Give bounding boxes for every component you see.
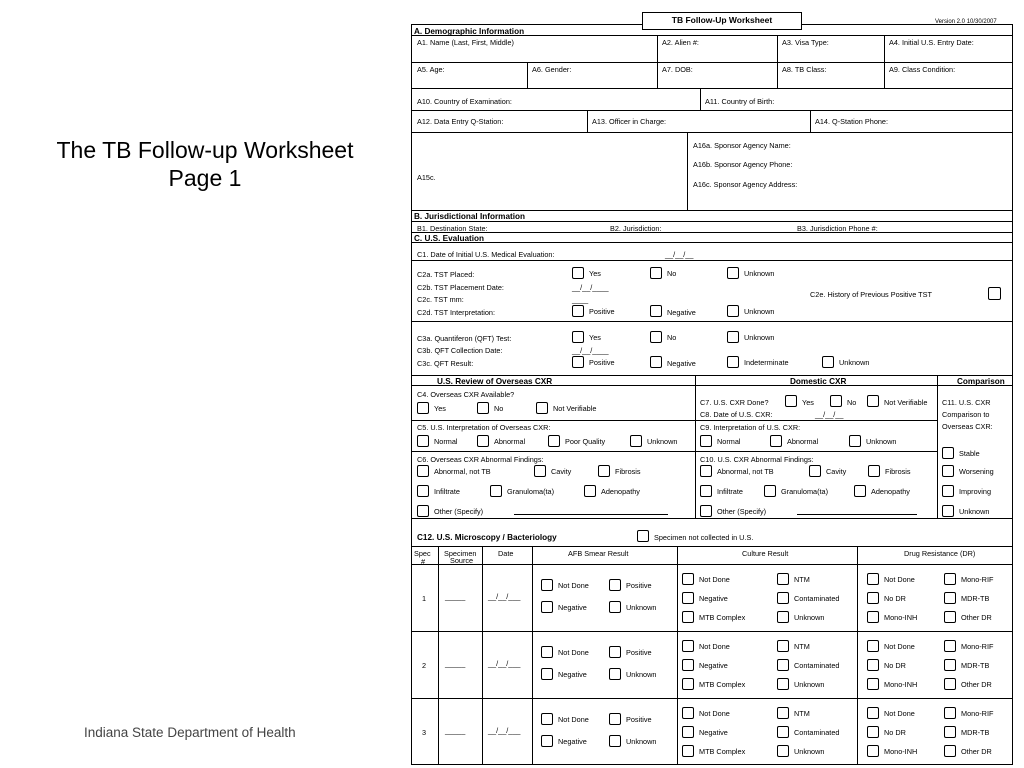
tst-placed-yes-checkbox[interactable] bbox=[572, 267, 584, 279]
c7-no-checkbox[interactable] bbox=[830, 395, 842, 407]
row-3-culture-unknown-checkbox[interactable] bbox=[777, 745, 789, 757]
row-1-culture-not-done-checkbox[interactable] bbox=[682, 573, 694, 585]
tst-interp-negative-label: Negative bbox=[667, 308, 696, 317]
row-1-afb-positive-checkbox[interactable] bbox=[609, 579, 621, 591]
b2-jurisdiction-label: B2. Jurisdiction: bbox=[610, 224, 662, 233]
a11-country-birth-label: A11. Country of Birth: bbox=[705, 97, 775, 106]
c4-no-checkbox[interactable] bbox=[477, 402, 489, 414]
c4-not-verifiable-label: Not Verifiable bbox=[553, 404, 597, 413]
c2b-label: C2b. TST Placement Date: bbox=[417, 283, 504, 292]
c7-label: C7. U.S. CXR Done? bbox=[700, 398, 769, 407]
c4-label: C4. Overseas CXR Available? bbox=[417, 390, 515, 399]
rule-h bbox=[412, 132, 1012, 133]
c5-abnormal-checkbox[interactable] bbox=[477, 435, 489, 447]
c10-abnormal-not-tb-label: Abnormal, not TB bbox=[717, 467, 774, 476]
c9-unknown-checkbox[interactable] bbox=[849, 435, 861, 447]
c3c-label: C3c. QFT Result: bbox=[417, 359, 474, 368]
c6-cavity-label: Cavity bbox=[551, 467, 572, 476]
c6-fibrosis-checkbox[interactable] bbox=[598, 465, 610, 477]
row-3-culture-ntm-label: NTM bbox=[794, 709, 810, 718]
a14-q-station-phone-label: A14. Q-Station Phone: bbox=[815, 117, 889, 126]
row-3-afb-not-done-checkbox[interactable] bbox=[541, 713, 553, 725]
section-b-heading: B. Jurisdictional Information bbox=[414, 212, 525, 221]
row-3-dr-mono-rif-label: Mono-RIF bbox=[961, 709, 994, 718]
row-3-culture-negative-label: Negative bbox=[699, 728, 728, 737]
c10-other-specify-checkbox[interactable] bbox=[700, 505, 712, 517]
row-3-afb-positive-label: Positive bbox=[626, 715, 652, 724]
row-2-dr-mono-inh-label: Mono-INH bbox=[884, 680, 918, 689]
row-2-afb-negative-label: Negative bbox=[558, 670, 587, 679]
c11-label-2: Comparison to bbox=[942, 410, 990, 419]
c12-heading: C12. U.S. Microscopy / Bacteriology bbox=[417, 533, 557, 542]
row-1-date-blank: __/__/___ bbox=[488, 592, 521, 601]
c6-infiltrate-checkbox[interactable] bbox=[417, 485, 429, 497]
rule-h bbox=[412, 631, 1012, 632]
qft-indeterminate-checkbox[interactable] bbox=[727, 356, 739, 368]
row-3-afb-negative-checkbox[interactable] bbox=[541, 735, 553, 747]
c1-date-blank: __/__/__ bbox=[665, 250, 694, 259]
rule-h bbox=[412, 546, 1012, 547]
b3-jurisdiction-phone-label: B3. Jurisdiction Phone #: bbox=[797, 224, 878, 233]
row-3-dr-not-done-checkbox[interactable] bbox=[867, 707, 879, 719]
row-1-culture-not-done-label: Not Done bbox=[699, 575, 730, 584]
c9-label: C9. Interpretation of U.S. CXR: bbox=[700, 423, 801, 432]
row-1-number: 1 bbox=[422, 594, 427, 603]
a10-country-exam-label: A10. Country of Examination: bbox=[417, 97, 512, 106]
specimen-not-collected-label: Specimen not collected in U.S. bbox=[654, 533, 754, 542]
row-3-source-blank: _____ bbox=[445, 726, 466, 735]
row-3-culture-contaminated-label: Contaminated bbox=[794, 728, 840, 737]
rule-h bbox=[412, 385, 1012, 386]
c10-cavity-checkbox[interactable] bbox=[809, 465, 821, 477]
col-drug-header: Drug Resistance (DR) bbox=[904, 549, 976, 558]
c6-other-specify-checkbox[interactable] bbox=[417, 505, 429, 517]
row-3-date-blank: __/__/___ bbox=[488, 726, 521, 735]
row-2-culture-negative-checkbox[interactable] bbox=[682, 659, 694, 671]
row-3-dr-mono-inh-checkbox[interactable] bbox=[867, 745, 879, 757]
slide-title-line2: Page 1 bbox=[168, 165, 242, 191]
row-2-culture-negative-label: Negative bbox=[699, 661, 728, 670]
rule-v bbox=[527, 62, 528, 88]
row-1-culture-contaminated-label: Contaminated bbox=[794, 594, 840, 603]
c6-cavity-checkbox[interactable] bbox=[534, 465, 546, 477]
c8-label: C8. Date of U.S. CXR: bbox=[700, 410, 773, 419]
cxr-comparison-header: Comparison bbox=[957, 377, 1005, 386]
tst-interp-unknown-checkbox[interactable] bbox=[727, 305, 739, 317]
rule-h bbox=[412, 210, 1012, 211]
row-2-afb-positive-checkbox[interactable] bbox=[609, 646, 621, 658]
rule-v bbox=[937, 375, 938, 518]
qft-no-checkbox[interactable] bbox=[650, 331, 662, 343]
c10-granuloma-checkbox[interactable] bbox=[764, 485, 776, 497]
rule-v bbox=[587, 110, 588, 132]
c3b-label: C3b. QFT Collection Date: bbox=[417, 346, 503, 355]
c5-poor-quality-label: Poor Quality bbox=[565, 437, 606, 446]
c6-label: C6. Overseas CXR Abnormal Findings: bbox=[417, 455, 544, 464]
row-3-dr-not-done-label: Not Done bbox=[884, 709, 915, 718]
tb-worksheet-form bbox=[411, 15, 1013, 765]
row-2-culture-ntm-checkbox[interactable] bbox=[777, 640, 789, 652]
row-1-dr-other-dr-label: Other DR bbox=[961, 613, 992, 622]
rule-v bbox=[438, 546, 439, 764]
rule-v bbox=[695, 375, 696, 518]
rule-h bbox=[412, 698, 1012, 699]
c4-yes-checkbox[interactable] bbox=[417, 402, 429, 414]
col-source-header: Specimen bbox=[444, 549, 477, 558]
row-2-dr-mono-rif-checkbox[interactable] bbox=[944, 640, 956, 652]
tst-interp-positive-label: Positive bbox=[589, 307, 615, 316]
tst-placed-unknown-checkbox[interactable] bbox=[727, 267, 739, 279]
c10-adenopathy-label: Adenopathy bbox=[871, 487, 910, 496]
a4-entry-date-label: A4. Initial U.S. Entry Date: bbox=[889, 38, 974, 47]
c4-yes-label: Yes bbox=[434, 404, 446, 413]
tst-placed-no-checkbox[interactable] bbox=[650, 267, 662, 279]
a3-visa-label: A3. Visa Type: bbox=[782, 38, 829, 47]
rule-h bbox=[412, 321, 1012, 322]
row-2-afb-unknown-checkbox[interactable] bbox=[609, 668, 621, 680]
cxr-review-header: U.S. Review of Overseas CXR bbox=[437, 377, 553, 386]
slide-title bbox=[20, 136, 390, 192]
row-3-number: 3 bbox=[422, 728, 427, 737]
c7-yes-label: Yes bbox=[802, 398, 814, 407]
rule-v bbox=[857, 546, 858, 764]
c5-normal-label: Normal bbox=[434, 437, 458, 446]
row-2-dr-mono-inh-checkbox[interactable] bbox=[867, 678, 879, 690]
col-afb-header: AFB Smear Result bbox=[568, 549, 629, 558]
row-3-dr-no-dr-checkbox[interactable] bbox=[867, 726, 879, 738]
c9-abnormal-checkbox[interactable] bbox=[770, 435, 782, 447]
row-2-afb-not-done-label: Not Done bbox=[558, 648, 589, 657]
row-3-afb-not-done-label: Not Done bbox=[558, 715, 589, 724]
rule-h bbox=[514, 514, 668, 515]
c7-not-verifiable-checkbox[interactable] bbox=[867, 395, 879, 407]
row-1-afb-negative-checkbox[interactable] bbox=[541, 601, 553, 613]
c6-adenopathy-label: Adenopathy bbox=[601, 487, 640, 496]
cxr-domestic-header: Domestic CXR bbox=[790, 377, 847, 386]
qft-positive-label: Positive bbox=[589, 358, 615, 367]
qft-result-unknown-checkbox[interactable] bbox=[822, 356, 834, 368]
c11-worsening-checkbox[interactable] bbox=[942, 465, 954, 477]
c5-poor-quality-checkbox[interactable] bbox=[548, 435, 560, 447]
rule-v bbox=[677, 546, 678, 764]
version-label: Version 2.0 10/30/2007 bbox=[935, 19, 997, 25]
row-3-culture-contaminated-checkbox[interactable] bbox=[777, 726, 789, 738]
row-2-culture-not-done-label: Not Done bbox=[699, 642, 730, 651]
tst-placed-yes-label: Yes bbox=[589, 269, 601, 278]
c2b-date-blank: __/__/____ bbox=[572, 283, 609, 292]
row-1-afb-unknown-label: Unknown bbox=[626, 603, 657, 612]
c6-abnormal-not-tb-label: Abnormal, not TB bbox=[434, 467, 491, 476]
row-2-dr-mdr-tb-checkbox[interactable] bbox=[944, 659, 956, 671]
col-source-header-2: Source bbox=[450, 556, 474, 565]
c10-fibrosis-checkbox[interactable] bbox=[868, 465, 880, 477]
c3a-label: C3a. Quantiferon (QFT) Test: bbox=[417, 334, 512, 343]
c2e-label: C2e. History of Previous Positive TST bbox=[810, 290, 932, 299]
c2c-mm-blank: ____ bbox=[572, 295, 589, 304]
c6-other-specify-label: Other (Specify) bbox=[434, 507, 484, 516]
row-1-dr-mdr-tb-label: MDR-TB bbox=[961, 594, 990, 603]
c9-abnormal-label: Abnormal bbox=[787, 437, 819, 446]
c6-fibrosis-label: Fibrosis bbox=[615, 467, 641, 476]
row-1-dr-mono-rif-label: Mono-RIF bbox=[961, 575, 994, 584]
row-1-dr-not-done-label: Not Done bbox=[884, 575, 915, 584]
row-3-culture-mtb-complex-checkbox[interactable] bbox=[682, 745, 694, 757]
row-2-afb-not-done-checkbox[interactable] bbox=[541, 646, 553, 658]
qft-positive-checkbox[interactable] bbox=[572, 356, 584, 368]
c11-improving-checkbox[interactable] bbox=[942, 485, 954, 497]
rule-v bbox=[532, 546, 533, 764]
a13-officer-label: A13. Officer in Charge: bbox=[592, 117, 667, 126]
row-2-culture-unknown-checkbox[interactable] bbox=[777, 678, 789, 690]
row-3-culture-not-done-checkbox[interactable] bbox=[682, 707, 694, 719]
row-3-dr-mono-inh-label: Mono-INH bbox=[884, 747, 918, 756]
c2e-history-checkbox[interactable] bbox=[988, 287, 1001, 300]
row-3-culture-negative-checkbox[interactable] bbox=[682, 726, 694, 738]
row-3-dr-mdr-tb-label: MDR-TB bbox=[961, 728, 990, 737]
c11-unknown-checkbox[interactable] bbox=[942, 505, 954, 517]
rule-h bbox=[412, 232, 1012, 233]
row-1-dr-mono-inh-label: Mono-INH bbox=[884, 613, 918, 622]
c10-label: C10. U.S. CXR Abnormal Findings: bbox=[700, 455, 814, 464]
row-2-dr-mono-rif-label: Mono-RIF bbox=[961, 642, 994, 651]
specimen-not-collected-checkbox[interactable] bbox=[637, 530, 649, 542]
row-2-dr-mdr-tb-label: MDR-TB bbox=[961, 661, 990, 670]
row-3-dr-other-dr-checkbox[interactable] bbox=[944, 745, 956, 757]
row-2-afb-negative-checkbox[interactable] bbox=[541, 668, 553, 680]
row-3-culture-unknown-label: Unknown bbox=[794, 747, 825, 756]
row-1-culture-ntm-label: NTM bbox=[794, 575, 810, 584]
row-3-dr-other-dr-label: Other DR bbox=[961, 747, 992, 756]
row-1-dr-mono-rif-checkbox[interactable] bbox=[944, 573, 956, 585]
qft-negative-label: Negative bbox=[667, 359, 696, 368]
c11-label-3: Overseas CXR: bbox=[942, 422, 993, 431]
a12-q-station-label: A12. Data Entry Q-Station: bbox=[417, 117, 504, 126]
row-1-dr-mdr-tb-checkbox[interactable] bbox=[944, 592, 956, 604]
c2c-label: C2c. TST mm: bbox=[417, 295, 464, 304]
row-2-number: 2 bbox=[422, 661, 427, 670]
rule-h bbox=[797, 514, 917, 515]
row-2-culture-unknown-label: Unknown bbox=[794, 680, 825, 689]
row-1-dr-no-dr-checkbox[interactable] bbox=[867, 592, 879, 604]
b1-destination-state-label: B1. Destination State: bbox=[417, 224, 488, 233]
c2a-label: C2a. TST Placed: bbox=[417, 270, 475, 279]
rule-h bbox=[412, 375, 1012, 376]
rule-h bbox=[412, 420, 937, 421]
a2-alien-label: A2. Alien #: bbox=[662, 38, 699, 47]
c7-not-verifiable-label: Not Verifiable bbox=[884, 398, 928, 407]
row-2-dr-not-done-label: Not Done bbox=[884, 642, 915, 651]
row-2-culture-contaminated-checkbox[interactable] bbox=[777, 659, 789, 671]
rule-v bbox=[810, 110, 811, 132]
row-2-date-blank: __/__/___ bbox=[488, 659, 521, 668]
row-3-afb-unknown-label: Unknown bbox=[626, 737, 657, 746]
a16a-sponsor-name-label: A16a. Sponsor Agency Name: bbox=[693, 141, 791, 150]
c10-infiltrate-checkbox[interactable] bbox=[700, 485, 712, 497]
rule-h bbox=[412, 242, 1012, 243]
a15c-label: A15c. bbox=[417, 173, 436, 182]
col-spec-header: Spec bbox=[414, 549, 431, 558]
row-1-culture-unknown-label: Unknown bbox=[794, 613, 825, 622]
row-1-afb-unknown-checkbox[interactable] bbox=[609, 601, 621, 613]
row-2-afb-positive-label: Positive bbox=[626, 648, 652, 657]
c10-abnormal-not-tb-checkbox[interactable] bbox=[700, 465, 712, 477]
rule-h bbox=[412, 35, 1012, 36]
tst-placed-no-label: No bbox=[667, 269, 677, 278]
row-1-culture-mtb-complex-label: MTB Complex bbox=[699, 613, 746, 622]
row-1-afb-positive-label: Positive bbox=[626, 581, 652, 590]
c4-no-label: No bbox=[494, 404, 504, 413]
col-culture-header: Culture Result bbox=[742, 549, 789, 558]
c2d-label: C2d. TST Interpretation: bbox=[417, 308, 496, 317]
c9-normal-label: Normal bbox=[717, 437, 741, 446]
row-2-dr-no-dr-checkbox[interactable] bbox=[867, 659, 879, 671]
c8-date-blank: __/__/__ bbox=[815, 410, 844, 419]
row-1-culture-contaminated-checkbox[interactable] bbox=[777, 592, 789, 604]
row-2-source-blank: _____ bbox=[445, 659, 466, 668]
row-1-source-blank: _____ bbox=[445, 592, 466, 601]
row-2-culture-contaminated-label: Contaminated bbox=[794, 661, 840, 670]
rule-h bbox=[412, 518, 1012, 519]
c9-unknown-label: Unknown bbox=[866, 437, 897, 446]
rule-h bbox=[412, 110, 1012, 111]
c11-worsening-label: Worsening bbox=[959, 467, 994, 476]
row-2-dr-other-dr-label: Other DR bbox=[961, 680, 992, 689]
c5-unknown-label: Unknown bbox=[647, 437, 678, 446]
c3b-date-blank: __/__/____ bbox=[572, 346, 609, 355]
c5-abnormal-label: Abnormal bbox=[494, 437, 526, 446]
row-1-culture-ntm-checkbox[interactable] bbox=[777, 573, 789, 585]
c6-granuloma-checkbox[interactable] bbox=[490, 485, 502, 497]
row-1-dr-other-dr-checkbox[interactable] bbox=[944, 611, 956, 623]
c6-granuloma-label: Granuloma(ta) bbox=[507, 487, 555, 496]
row-1-culture-mtb-complex-checkbox[interactable] bbox=[682, 611, 694, 623]
row-1-afb-not-done-label: Not Done bbox=[558, 581, 589, 590]
rule-h bbox=[412, 451, 937, 452]
c9-normal-checkbox[interactable] bbox=[700, 435, 712, 447]
c5-label: C5. U.S. Interpretation of Overseas CXR: bbox=[417, 423, 551, 432]
qft-unknown-checkbox[interactable] bbox=[727, 331, 739, 343]
rule-h bbox=[412, 260, 1012, 261]
qft-result-unknown-label: Unknown bbox=[839, 358, 870, 367]
c10-cavity-label: Cavity bbox=[826, 467, 847, 476]
row-3-culture-ntm-checkbox[interactable] bbox=[777, 707, 789, 719]
worksheet-title: TB Follow-Up Worksheet bbox=[642, 12, 802, 30]
tst-interp-positive-checkbox[interactable] bbox=[572, 305, 584, 317]
row-3-dr-no-dr-label: No DR bbox=[884, 728, 906, 737]
row-1-culture-negative-label: Negative bbox=[699, 594, 728, 603]
c11-improving-label: Improving bbox=[959, 487, 992, 496]
row-3-culture-not-done-label: Not Done bbox=[699, 709, 730, 718]
row-2-culture-mtb-complex-checkbox[interactable] bbox=[682, 678, 694, 690]
c5-normal-checkbox[interactable] bbox=[417, 435, 429, 447]
qft-indeterminate-label: Indeterminate bbox=[744, 358, 789, 367]
c10-other-specify-label: Other (Specify) bbox=[717, 507, 767, 516]
tst-interp-negative-checkbox[interactable] bbox=[650, 305, 662, 317]
row-2-dr-other-dr-checkbox[interactable] bbox=[944, 678, 956, 690]
tst-placed-unknown-label: Unknown bbox=[744, 269, 775, 278]
qft-unknown-label: Unknown bbox=[744, 333, 775, 342]
c11-stable-label: Stable bbox=[959, 449, 980, 458]
a16b-sponsor-phone-label: A16b. Sponsor Agency Phone: bbox=[693, 160, 793, 169]
c11-unknown-label: Unknown bbox=[959, 507, 990, 516]
row-2-culture-ntm-label: NTM bbox=[794, 642, 810, 651]
c11-stable-checkbox[interactable] bbox=[942, 447, 954, 459]
rule-v bbox=[482, 546, 483, 764]
a9-class-condition-label: A9. Class Condition: bbox=[889, 65, 956, 74]
row-1-culture-negative-checkbox[interactable] bbox=[682, 592, 694, 604]
section-c-heading: C. U.S. Evaluation bbox=[414, 234, 485, 243]
rule-h bbox=[412, 88, 1012, 89]
rule-h bbox=[412, 564, 1012, 565]
c1-date-label: C1. Date of Initial U.S. Medical Evaluation: bbox=[417, 250, 555, 259]
row-1-dr-no-dr-label: No DR bbox=[884, 594, 906, 603]
slide-title-line1: The TB Follow-up Worksheet bbox=[56, 137, 354, 163]
c10-fibrosis-label: Fibrosis bbox=[885, 467, 911, 476]
row-3-dr-mdr-tb-checkbox[interactable] bbox=[944, 726, 956, 738]
c10-adenopathy-checkbox[interactable] bbox=[854, 485, 866, 497]
row-1-dr-mono-inh-checkbox[interactable] bbox=[867, 611, 879, 623]
a5-age-label: A5. Age: bbox=[417, 65, 445, 74]
row-2-culture-mtb-complex-label: MTB Complex bbox=[699, 680, 746, 689]
qft-yes-label: Yes bbox=[589, 333, 601, 342]
qft-negative-checkbox[interactable] bbox=[650, 356, 662, 368]
c6-abnormal-not-tb-checkbox[interactable] bbox=[417, 465, 429, 477]
tst-interp-unknown-label: Unknown bbox=[744, 307, 775, 316]
a7-dob-label: A7. DOB: bbox=[662, 65, 693, 74]
row-3-afb-positive-checkbox[interactable] bbox=[609, 713, 621, 725]
row-2-dr-no-dr-label: No DR bbox=[884, 661, 906, 670]
row-2-dr-not-done-checkbox[interactable] bbox=[867, 640, 879, 652]
rule-v bbox=[687, 132, 688, 210]
row-1-afb-not-done-checkbox[interactable] bbox=[541, 579, 553, 591]
c6-infiltrate-label: Infiltrate bbox=[434, 487, 460, 496]
c5-unknown-checkbox[interactable] bbox=[630, 435, 642, 447]
qft-no-label: No bbox=[667, 333, 677, 342]
rule-h bbox=[412, 221, 1012, 222]
rule-v bbox=[700, 88, 701, 110]
row-3-afb-unknown-checkbox[interactable] bbox=[609, 735, 621, 747]
c10-infiltrate-label: Infiltrate bbox=[717, 487, 743, 496]
c10-granuloma-label: Granuloma(ta) bbox=[781, 487, 829, 496]
c11-label: C11. U.S. CXR bbox=[942, 398, 991, 407]
slide-footer: Indiana State Department of Health bbox=[84, 725, 296, 740]
c7-no-label: No bbox=[847, 398, 857, 407]
col-date-header: Date bbox=[498, 549, 514, 558]
row-3-dr-mono-rif-checkbox[interactable] bbox=[944, 707, 956, 719]
qft-yes-checkbox[interactable] bbox=[572, 331, 584, 343]
row-1-afb-negative-label: Negative bbox=[558, 603, 587, 612]
a1-name-label: A1. Name (Last, First, Middle) bbox=[417, 38, 514, 47]
row-3-afb-negative-label: Negative bbox=[558, 737, 587, 746]
row-1-dr-not-done-checkbox[interactable] bbox=[867, 573, 879, 585]
a16c-sponsor-address-label: A16c. Sponsor Agency Address: bbox=[693, 180, 798, 189]
col-spec-number-header: # bbox=[421, 557, 426, 566]
c6-adenopathy-checkbox[interactable] bbox=[584, 485, 596, 497]
row-1-culture-unknown-checkbox[interactable] bbox=[777, 611, 789, 623]
rule-h bbox=[412, 62, 1012, 63]
c7-yes-checkbox[interactable] bbox=[785, 395, 797, 407]
a6-gender-label: A6. Gender: bbox=[532, 65, 572, 74]
row-3-culture-mtb-complex-label: MTB Complex bbox=[699, 747, 746, 756]
row-2-afb-unknown-label: Unknown bbox=[626, 670, 657, 679]
a8-tb-class-label: A8. TB Class: bbox=[782, 65, 827, 74]
section-a-heading: A. Demographic Information bbox=[414, 27, 525, 36]
row-2-culture-not-done-checkbox[interactable] bbox=[682, 640, 694, 652]
c4-not-verifiable-checkbox[interactable] bbox=[536, 402, 548, 414]
